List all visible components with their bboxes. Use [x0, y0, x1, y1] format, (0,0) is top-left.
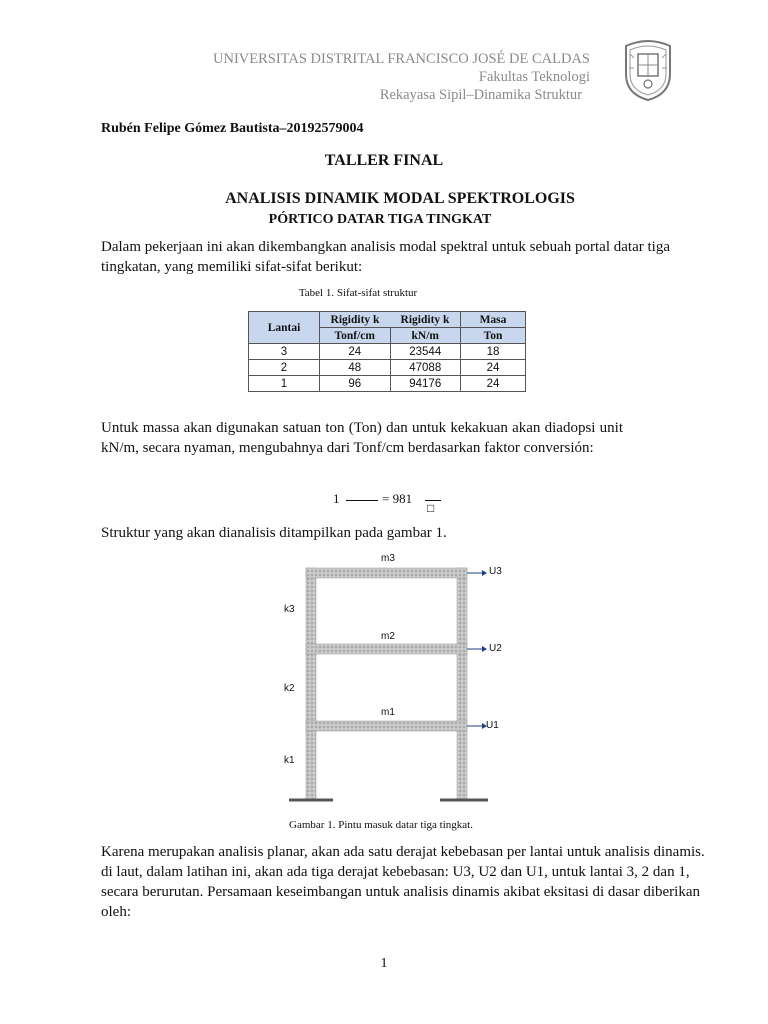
cell-rigidity-tonfcm: 24 — [320, 344, 391, 360]
document-title: TALLER FINAL — [324, 152, 444, 169]
label-k3: k3 — [284, 604, 295, 615]
cell-lantai: 1 — [249, 376, 320, 392]
left-column — [306, 568, 316, 800]
cell-rigidity-tonfcm: 96 — [320, 376, 391, 392]
cell-lantai: 3 — [249, 344, 320, 360]
table-row — [249, 360, 526, 376]
label-k1: k1 — [284, 755, 295, 766]
page-number: 1 — [380, 956, 388, 971]
university-name: UNIVERSITAS DISTRITAL FRANCISCO JOSÉ DE CALDAS — [213, 51, 590, 67]
intro-paragraph: Dalam pekerjaan ini akan dikembangkan analisis modal spektral untuk sebuah portal datar tiga tingkatan, yang memiliki sifat-sifat berikut: — [101, 239, 670, 275]
table-caption: Tabel 1. Sifat-sifat struktur — [298, 287, 418, 299]
formula-lhs: 1 — [333, 491, 340, 506]
properties-table — [248, 311, 526, 392]
header-masa: Masa — [461, 312, 526, 328]
right-column — [457, 568, 467, 800]
beam-level-1 — [306, 721, 467, 731]
cell-rigidity-knm: 23544 — [390, 344, 461, 360]
frame-figure — [275, 550, 515, 810]
header-unit-tonfcm: Tonf/cm — [320, 328, 391, 344]
author-line: Rubén Felipe Gómez Bautista–20192579004 — [101, 121, 364, 136]
units-paragraph: Untuk massa akan digunakan satuan ton (Ton) dan untuk kekakuan akan diadopsi unit kN/m, secara nyaman, mengubahnya dari Tonf/cm berdasarkan faktor conversión: — [101, 420, 623, 456]
header-unit-ton: Ton — [461, 328, 526, 344]
figure-caption: Gambar 1. Pintu masuk datar tiga tingkat. — [289, 819, 473, 831]
arrow-u2 — [467, 646, 487, 652]
program-name: Rekayasa Sipil–Dinamika Struktur — [379, 87, 582, 103]
missing-glyph-box: □ — [427, 501, 435, 515]
conversion-formula — [333, 491, 453, 517]
label-k2: k2 — [284, 683, 295, 694]
cell-masa: 18 — [461, 344, 526, 360]
header-unit-knm: kN/m — [390, 328, 461, 344]
label-m3: m3 — [381, 553, 395, 564]
arrow-u3 — [467, 570, 487, 576]
beam-level-2 — [306, 644, 467, 654]
table-row — [249, 376, 526, 392]
header-rigidity-2: Rigidity k — [390, 312, 461, 328]
cell-masa: 24 — [461, 360, 526, 376]
formula-rhs: = 981 — [382, 491, 413, 506]
structure-sentence: Struktur yang akan dianalisis ditampilkan pada gambar 1. — [101, 525, 447, 541]
cell-lantai: 2 — [249, 360, 320, 376]
cell-masa: 24 — [461, 376, 526, 392]
cell-rigidity-knm: 94176 — [390, 376, 461, 392]
label-m1: m1 — [381, 707, 395, 718]
document-subtitle: ANALISIS DINAMIK MODAL SPEKTROLOGIS — [225, 190, 575, 207]
cell-rigidity-knm: 47088 — [390, 360, 461, 376]
label-m2: m2 — [381, 631, 395, 642]
table-row — [249, 344, 526, 360]
document-subtitle-2: PÓRTICO DATAR TIGA TINGKAT — [268, 212, 492, 227]
university-seal-logo — [620, 38, 676, 102]
cell-rigidity-tonfcm: 48 — [320, 360, 391, 376]
beam-level-3 — [306, 568, 467, 578]
faculty-name: Fakultas Teknologi — [478, 69, 590, 85]
arrow-u1 — [467, 723, 487, 729]
header-rigidity-1: Rigidity k — [320, 312, 391, 328]
fraction-bar — [346, 500, 378, 501]
header-lantai: Lantai — [249, 312, 320, 344]
planar-paragraph: Karena merupakan analisis planar, akan ada satu derajat kebebasan per lantai untuk analisis dinamis. di laut, dalam latihan ini, akan ada tiga derajat kebebasan: U3, U2 dan U1, untuk lantai 3, 2 dan 1, secara berurutan. Persamaan keseimbangan untuk analisis dinamis akibat eksitasi di dasar diberikan oleh: — [101, 844, 705, 920]
label-u1: U1 — [486, 720, 499, 731]
label-u3: U3 — [489, 566, 502, 577]
label-u2: U2 — [489, 643, 502, 654]
